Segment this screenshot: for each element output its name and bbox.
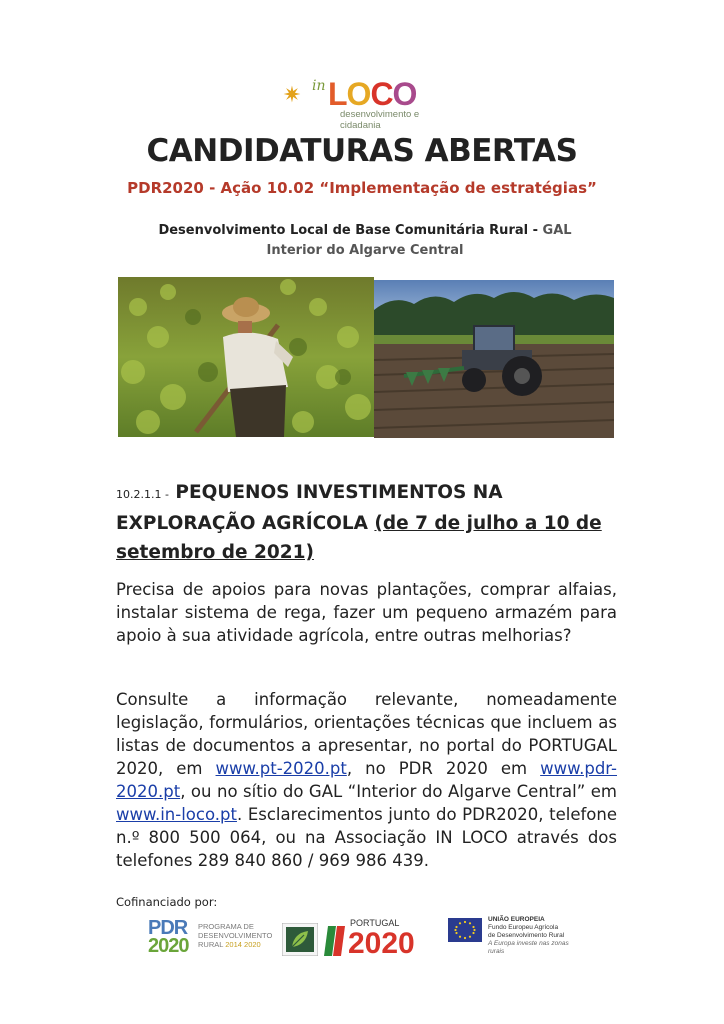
- pt2020-link[interactable]: www.pt-2020.pt: [215, 759, 347, 778]
- sun-icon: ✷: [282, 83, 302, 108]
- pdr2020-link[interactable]: www.pdr-2020.pt: [116, 759, 617, 801]
- farmer-photo: [118, 277, 374, 437]
- eu-flag-icon: [448, 918, 482, 942]
- logo-in-text: in: [312, 78, 326, 94]
- action-code: 10.2.1.1 -: [116, 488, 169, 501]
- pdr2020-logo: PDR 2020 PROGRAMA DE DESENVOLVIMENTO RURAL 2014 2020: [148, 917, 273, 957]
- cofinanced-label: Cofinanciado por:: [116, 895, 218, 909]
- page-subtitle: PDR2020 - Ação 10.02 “Implementação de estratégias”: [127, 179, 597, 197]
- inloco-link[interactable]: www.in-loco.pt: [116, 805, 237, 824]
- logo-wordmark: LOCO: [328, 76, 417, 112]
- action-heading: 10.2.1.1 - PEQUENOS INVESTIMENTOS NA EXPLORAÇÃO AGRÍCOLA (de 7 de julho a 10 de setembro de 2021): [116, 482, 602, 563]
- portugal2020-logo: PORTUGAL 2020: [324, 918, 442, 962]
- tractor-photo: [374, 280, 614, 438]
- info-paragraph: Consulte a informação relevante, nomeadamente legislação, formulários, orientações técnicas que incluem as listas de documentos a apresentar, no portal do PORTUGAL 2020, em www.pt-2020.pt, no PDR 2020 em www.pdr-2020.pt, ou no sítio do GAL “Interior do Algarve Central” em www.in-loco.pt. Esclarecimentos junto do PDR2020, telefone n.º 800 500 064, ou na Associação IN LOCO através dos telefones 289 840 860 / 969 986 439.: [116, 690, 617, 870]
- logo-tagline: desenvolvimento e cidadania: [340, 109, 420, 131]
- inloco-logo: [280, 76, 460, 131]
- program-description: Desenvolvimento Local de Base Comunitária Rural - GAL Interior do Algarve Central: [158, 223, 572, 258]
- eu-feader-logo: UNIÃO EUROPEIA Fundo Europeu Agrícola de Desenvolvimento Rural A Europa investe nas zonas rurais: [448, 916, 580, 962]
- leader-leaf-logo: [282, 923, 318, 956]
- page-title: CANDIDATURAS ABERTAS: [146, 133, 578, 169]
- intro-paragraph: Precisa de apoios para novas plantações, comprar alfaias, instalar sistema de rega, fazer um pequeno armazém para apoio à sua atividade agrícola, entre outras melhorias?: [116, 580, 617, 645]
- application-dates: (de 7 de julho a 10 de setembro de 2021): [116, 513, 602, 563]
